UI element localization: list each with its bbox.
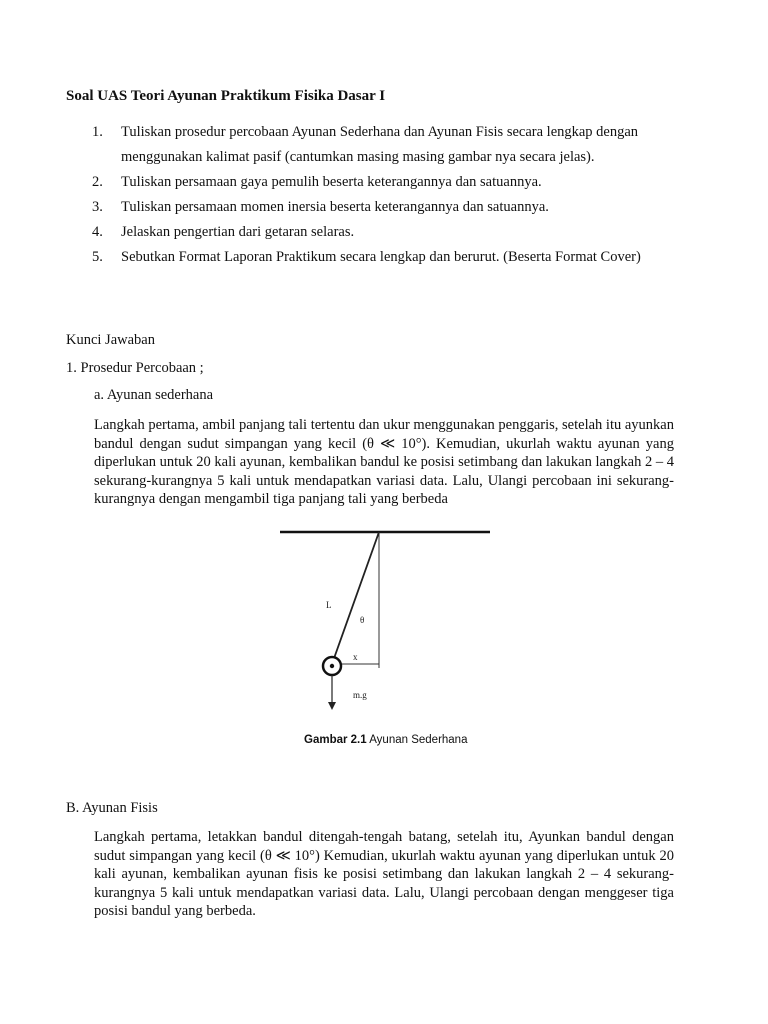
pendulum-diagram [276,520,496,720]
question-number: 4. [92,224,103,240]
figure-caption [304,734,467,746]
question-number: 1. [92,124,103,140]
question-item [92,245,692,270]
weight-arrowhead [328,702,336,710]
question-text: Sebutkan Format Laporan Praktikum secara lengkap dan berurut. (Beserta Format Cover) [121,249,641,265]
length-label: L [326,600,332,610]
displacement-label: x [353,652,358,662]
section-b-heading: B. Ayunan Fisis [66,800,158,816]
question-item [92,195,692,220]
procedure-heading: 1. Prosedur Percobaan ; [66,360,204,376]
section-a-paragraph: Langkah pertama, ambil panjang tali tertentu dan ukur menggunakan penggaris, setelah itu ayunkan bandul dengan sudut simpangan yang kecil (θ ≪ 10°). Kemudian, ukurlah waktu ayunan yang diperlukan untuk 20 kali ayunan, kembalikan bandul ke posisi setimbang dan lakukan langkah 2 – 4 sekurang-kurangnya 5 kali untuk mendapatkan variasi data. Lalu, Ulangi percobaan ini sekurang-kurangnya dengan mengambil tiga panjang tali yang berbeda [94,417,674,507]
bob-center-dot [330,664,334,668]
question-number: 3. [92,199,103,215]
question-text: Tuliskan persamaan gaya pemulih beserta keterangannya dan satuannya. [121,174,542,190]
question-list [92,120,692,270]
document-title: Soal UAS Teori Ayunan Praktikum Fisika Dasar I [66,88,386,104]
question-text: Tuliskan prosedur percobaan Ayunan Sederhana dan Ayunan Fisis secara lengkap dengan menggunakan kalimat pasif (cantumkan masing masing gambar nya secara jelas). [121,124,639,165]
question-number: 5. [92,249,103,265]
question-number: 2. [92,174,103,190]
angle-label: θ [360,615,365,625]
figure-caption-number: Gambar 2.1 [304,734,367,746]
pendulum-string [332,532,379,664]
answer-key-heading: Kunci Jawaban [66,332,155,348]
question-item [92,120,692,170]
question-text: Tuliskan persamaan momen inersia beserta keterangannya dan satuannya. [121,199,549,215]
question-text: Jelaskan pengertian dari getaran selaras. [121,224,355,240]
weight-label: m.g [353,690,367,700]
figure-caption-text: Ayunan Sederhana [366,734,468,746]
question-item [92,170,692,195]
question-item [92,220,692,245]
section-b-paragraph: Langkah pertama, letakkan bandul ditengah-tengah batang, setelah itu, Ayunkan bandul dengan sudut simpangan yang kecil (θ ≪ 10°) Kemudian, ukurlah waktu ayunan yang diperlukan untuk 20 kali ayunan, kembalikan ayunan fisis ke posisi setimbang dan lakukan langkah 2 – 4 sekurang-kurangnya 5 kali untuk mendapatkan variasi data. Lalu, Ulangi percobaan dengan menggeser tiga posisi bandul yang berbeda. [94,829,674,919]
section-a-heading: a. Ayunan sederhana [94,387,214,403]
